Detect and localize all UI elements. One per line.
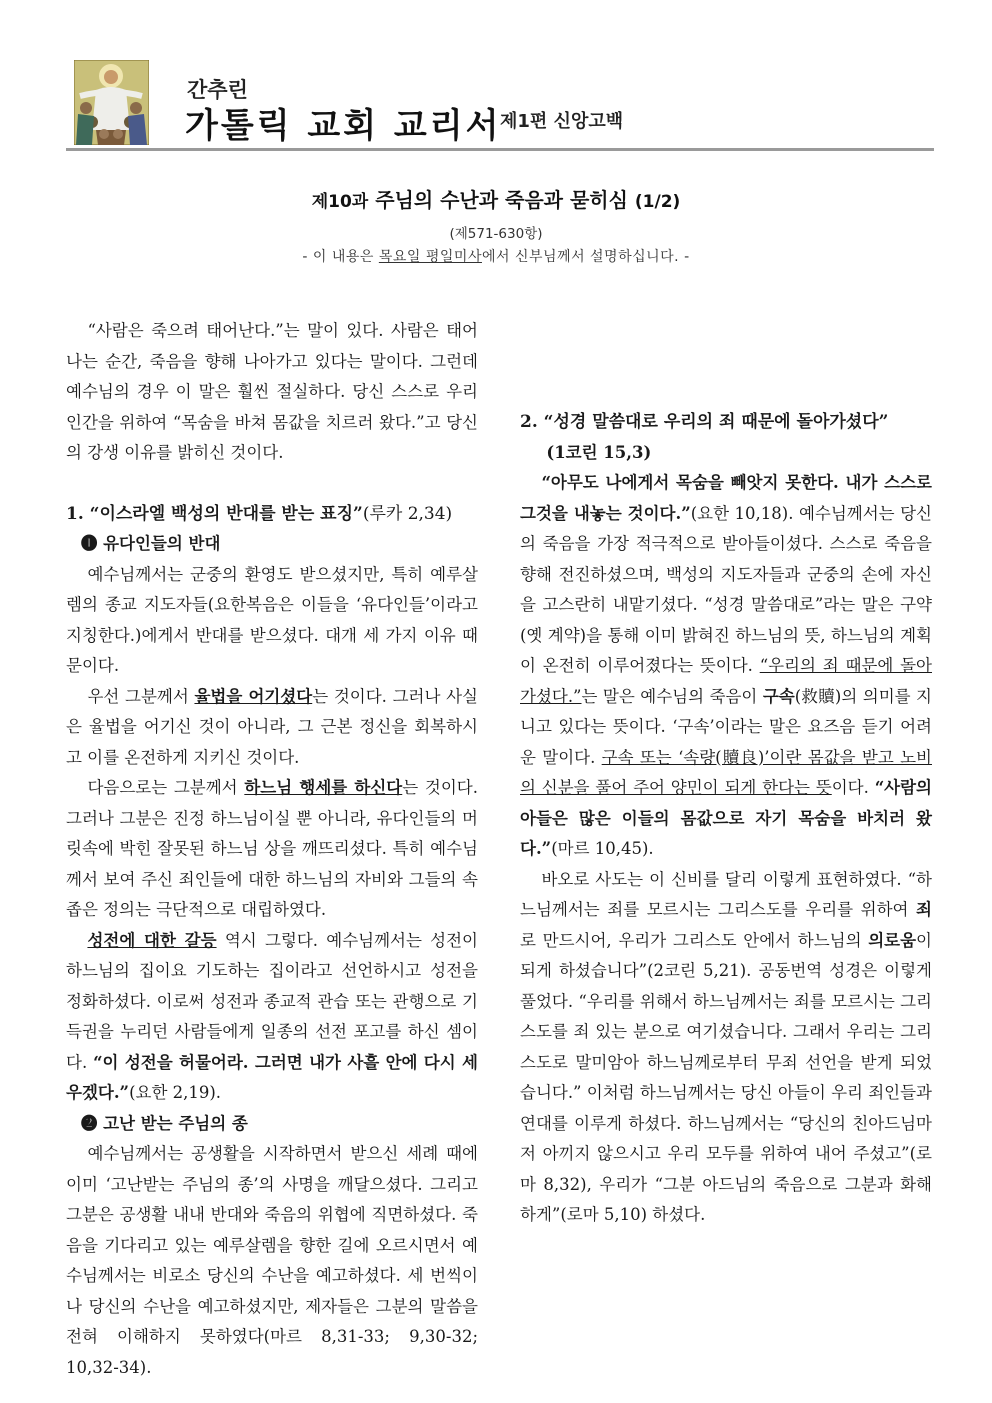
part-label: 제1편 신앙고백 <box>500 111 624 132</box>
paragraph: 바오로 사도는 이 신비를 달리 이렇게 표현하였다. “하느님께서는 죄를 모르시는 그리스도를 우리를 위하여 죄로 만드시어, 우리가 그리스도 안에서 하느님의 의로움이 되게 하셨습니다”(2코린 5,21). 공동번역 성경은 이렇게 풀었다. “우리를 위해서 하느님께서는 죄를 모르시는 그리스도를 죄 있는 분으로 여기셨습니다. 그래서 우리는 그리스도로 말미암아 하느님께로부터 무죄 선언을 받게 되었습니다.” 이처럼 하느님께서는 당신 아들이 우리 죄인들과 연대를 이루게 하셨다. 하느님께서는 “당신의 친아드님마저 아끼지 않으시고 우리 모두를 위하여 내어 주셨고”(로마 8,32), 우리가 “그분 아드님의 죽음으로 그분과 화해하게”(로마 5,10) 하셨다. <box>520 869 932 1224</box>
subsection-2-heading: ❷ 고난 받는 주님의 종 <box>80 1113 248 1133</box>
subsection-1-heading: ❶ 유다인들의 반대 <box>80 534 221 553</box>
page-header <box>72 60 934 150</box>
series-label: 간추린 <box>187 78 248 102</box>
lesson-number: 제10과 <box>311 192 369 212</box>
mass-note-emphasis: 목요일 평일미사 <box>378 249 482 265</box>
christ-with-disciples-logo <box>74 60 149 145</box>
section-2-ref: (1코린 15,3) <box>546 442 652 462</box>
intro-paragraph: “사람은 죽으려 태어난다.”는 말이 있다. 사람은 태어나는 순간, 죽음을 향해 나아가고 있다는 말이다. 그런데 예수님의 경우 이 말은 훨씬 절실하다. 당신 스스로 우리 인간을 위하여 “목숨을 바쳐 몸값을 치르러 왔다.”고 당신의 강생 이유를 밝히신 것이다. <box>66 321 478 462</box>
section-1-heading: 1. “이스라엘 백성의 반대를 받는 표징”(루카 2,34) <box>66 503 453 524</box>
right-column <box>520 316 932 1231</box>
book-title: 가톨릭 교회 교리서 <box>185 106 502 146</box>
lesson-title <box>0 184 992 213</box>
lesson-title-text: 주님의 수난과 죽음과 묻히심 <box>375 188 628 212</box>
section-2-heading: 2. “성경 말씀대로 우리의 죄 때문에 돌아가셨다” <box>520 412 889 432</box>
paragraph: 예수님께서는 공생활을 시작하면서 받으신 세례 때에 이미 ‘고난받는 주님의 종’의 사명을 깨달으셨다. 그리고 그분은 공생활 내내 반대와 죽음의 위협에 직면하셨다. 죽음을 기다리고 있는 예루살렘을 향한 길에 오르시면서 예수님께서는 비로소 당신의 수난을 예고하셨다. 세 번씩이나 당신의 수난을 예고하셨지만, 제자들은 그분의 말씀을 전혀 이해하지 못하였다(마르 8,31-33; 9,30-32; 10,32-34). <box>66 1144 478 1377</box>
lesson-part-number: (1/2) <box>634 192 681 212</box>
paragraph: “아무도 나에게서 목숨을 빼앗지 못한다. 내가 스스로 그것을 내놓는 것이다.”(요한 10,18). 예수님께서는 당신의 죽음을 가장 적극적으로 받아들이셨다. 스스로 죽음을 향해 전진하셨으며, 백성의 지도자들과 군중의 손에 자신을 고스란히 내맡기셨다. “성경 말씀대로”라는 말은 구약(옛 계약)을 통해 이미 밝혀진 하느님의 뜻, 하느님의 계획이 온전히 이루어졌다는 뜻이다. “우리의 죄 때문에 돌아가셨다.”는 말은 예수님의 죽음이 구속(救贖)의 의미를 지니고 있다는 뜻이다. ‘구속’이라는 말은 요즈음 듣기 어려운 말이다. 구속 또는 ‘속량(贖良)’이란 몸값을 받고 노비의 신분을 풀어 주어 양민이 되게 한다는 뜻이다. “사람의 아들은 많은 이들의 몸값으로 자기 목숨을 바치러 왔다.”(마르 10,45). <box>520 473 933 858</box>
header-divider <box>66 148 934 151</box>
paragraph: 성전에 대한 갈등 역시 그렇다. 예수님께서는 성전이 하느님의 집이요 기도하는 집이라고 선언하시고 성전을 정화하셨다. 이로써 성전과 종교적 관습 또는 관행으로 기득권을 누리던 사람들에게 일종의 선전 포고를 하신 셈이다. “이 성전을 허물어라. 그러면 내가 사흘 안에 다시 세우겠다.”(요한 2,19). <box>66 930 479 1102</box>
mass-note: - 이 내용은 목요일 평일미사에서 신부님께서 설명하십니다. - <box>302 249 690 265</box>
paragraph: 우선 그분께서 율법을 어기셨다는 것이다. 그러나 사실은 율법을 어기신 것이 아니라, 그 근본 정신을 회복하시고 이를 온전하게 지키신 것이다. <box>66 686 478 767</box>
left-column <box>66 316 478 1383</box>
paragraph: 예수님께서는 군중의 환영도 받으셨지만, 특히 예루살렘의 종교 지도자들(요한복음은 이들을 ‘유다인들’이라고 지칭한다.)에게서 반대를 받으셨다. 대개 세 가지 이유 때문이다. <box>66 564 478 675</box>
catechism-paragraphs: (제571-630항) <box>449 226 543 242</box>
paragraph: 다음으로는 그분께서 하느님 행세를 하신다는 것이다. 그러나 그분은 진정 하느님이실 뿐 아니라, 유다인들의 머릿속에 박힌 잘못된 하느님 상을 깨뜨리셨다. 특히 예수님께서 보여 주신 죄인들에 대한 하느님의 자비와 그들의 속 좁은 정의는 극단적으로 대립하였다. <box>66 778 478 919</box>
